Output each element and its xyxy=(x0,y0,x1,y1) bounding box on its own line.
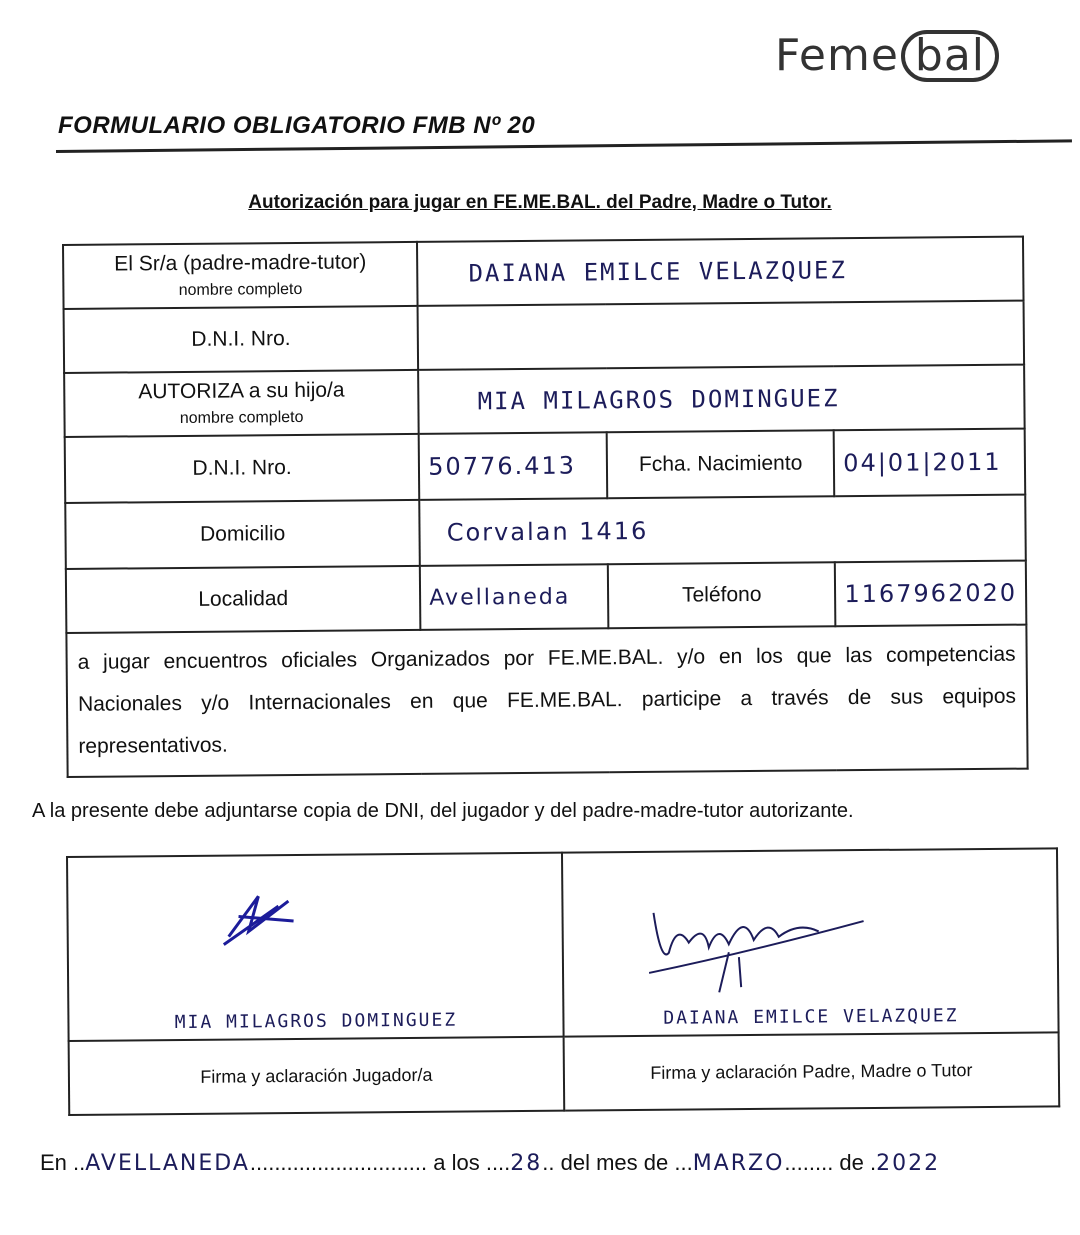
dni1-value-cell xyxy=(418,301,1024,370)
tutor-label: El Sr/a (padre-madre-tutor) xyxy=(114,250,367,276)
tutor-caption-cell xyxy=(564,1032,1060,1110)
table-row xyxy=(64,365,1025,437)
authorization-paragraph: a jugar encuentros oficiales Organizados por FE.ME.BAL. y/o en los que las competencias Nacionales y/o Internacionales en que FE.ME.BAL. participe a través de sus equipos representativos. xyxy=(66,625,1027,777)
localidad-value: Avellaneda xyxy=(429,584,571,611)
table-row xyxy=(69,1032,1060,1115)
table-row xyxy=(67,848,1059,1041)
date-place-line xyxy=(40,1150,940,1176)
fecha-value: 04|01|2011 xyxy=(843,447,1002,477)
telefono-value: 1167962020 xyxy=(844,578,1018,608)
footer-dots-1: ............................. a los .... xyxy=(249,1150,511,1175)
tutor-signature-box xyxy=(562,848,1059,1036)
tutor-sub-label: nombre completo xyxy=(178,280,303,299)
table-row xyxy=(66,561,1027,633)
localidad-value-cell xyxy=(420,564,608,630)
child-name-value: MIA MILAGROS DOMINGUEZ xyxy=(477,383,840,415)
dni1-label: D.N.I. Nro. xyxy=(191,327,291,351)
localidad-label-cell xyxy=(66,566,421,633)
table-row xyxy=(64,301,1025,373)
table-row xyxy=(63,237,1024,309)
footer-dots-2: .. del mes de ... xyxy=(542,1150,693,1175)
tutor-signature-scribble xyxy=(648,891,869,1003)
footer-dots-3: ........ de . xyxy=(784,1150,877,1175)
tutor-printed-name: DAIANA EMILCE VELAZQUEZ xyxy=(663,1005,959,1029)
autoriza-sub-label: nombre completo xyxy=(179,408,304,427)
form-subtitle: Autorización para jugar en FE.ME.BAL. del Padre, Madre o Tutor. xyxy=(248,192,832,213)
signature-table xyxy=(66,847,1060,1116)
logo-badge: bal xyxy=(901,30,999,82)
femebal-logo xyxy=(775,30,999,82)
player-caption: Firma y aclaración Jugador/a xyxy=(200,1064,433,1087)
footer-year: 2022 xyxy=(876,1151,941,1176)
footer-month: MARZO xyxy=(692,1151,785,1176)
domicilio-value: Corvalan 1416 xyxy=(446,516,649,547)
domicilio-label-cell xyxy=(65,500,420,569)
footer-day: 28 xyxy=(510,1151,543,1176)
dni2-label: D.N.I. Nro. xyxy=(192,456,292,480)
player-signature-box xyxy=(67,853,564,1041)
table-row xyxy=(65,429,1026,503)
table-row xyxy=(65,495,1026,569)
fecha-label: Fcha. Nacimiento xyxy=(638,451,803,476)
autoriza-label: AUTORIZA a su hijo/a xyxy=(138,378,345,404)
domicilio-label: Domicilio xyxy=(199,522,286,546)
domicilio-value-cell xyxy=(419,495,1025,566)
tutor-value-cell xyxy=(417,237,1023,306)
player-signature-scribble xyxy=(218,886,299,957)
player-caption-cell xyxy=(69,1037,565,1115)
fecha-value-cell xyxy=(834,429,1025,497)
authorization-table xyxy=(62,236,1029,778)
dni2-value: 50776.413 xyxy=(428,451,577,481)
autoriza-label-cell xyxy=(64,370,419,437)
form-title: FORMULARIO OBLIGATORIO FMB Nº 20 xyxy=(58,112,536,139)
telefono-label: Teléfono xyxy=(681,582,762,607)
telefono-value-cell xyxy=(835,561,1026,627)
tutor-label-cell xyxy=(63,242,418,309)
title-rule xyxy=(56,139,1072,153)
player-printed-name: MIA MILAGROS DOMINGUEZ xyxy=(174,1009,458,1034)
fecha-label-cell xyxy=(607,430,835,498)
localidad-label: Localidad xyxy=(198,587,289,611)
tutor-name-value: DAIANA EMILCE VELAZQUEZ xyxy=(468,255,847,287)
table-row xyxy=(66,625,1027,777)
footer-place: AVELLANEDA xyxy=(85,1151,250,1176)
logo-text: Feme xyxy=(775,30,899,81)
telefono-label-cell xyxy=(608,562,836,628)
footer-en: En .. xyxy=(40,1150,86,1175)
dni2-label-cell xyxy=(65,434,420,503)
attachment-note: A la presente debe adjuntarse copia de DNI, del jugador y del padre-madre-tutor autorizante. xyxy=(32,800,854,822)
autoriza-value-cell xyxy=(418,365,1024,434)
dni2-value-cell xyxy=(419,432,607,500)
tutor-caption: Firma y aclaración Padre, Madre o Tutor xyxy=(650,1059,973,1083)
dni1-label-cell xyxy=(64,306,419,373)
